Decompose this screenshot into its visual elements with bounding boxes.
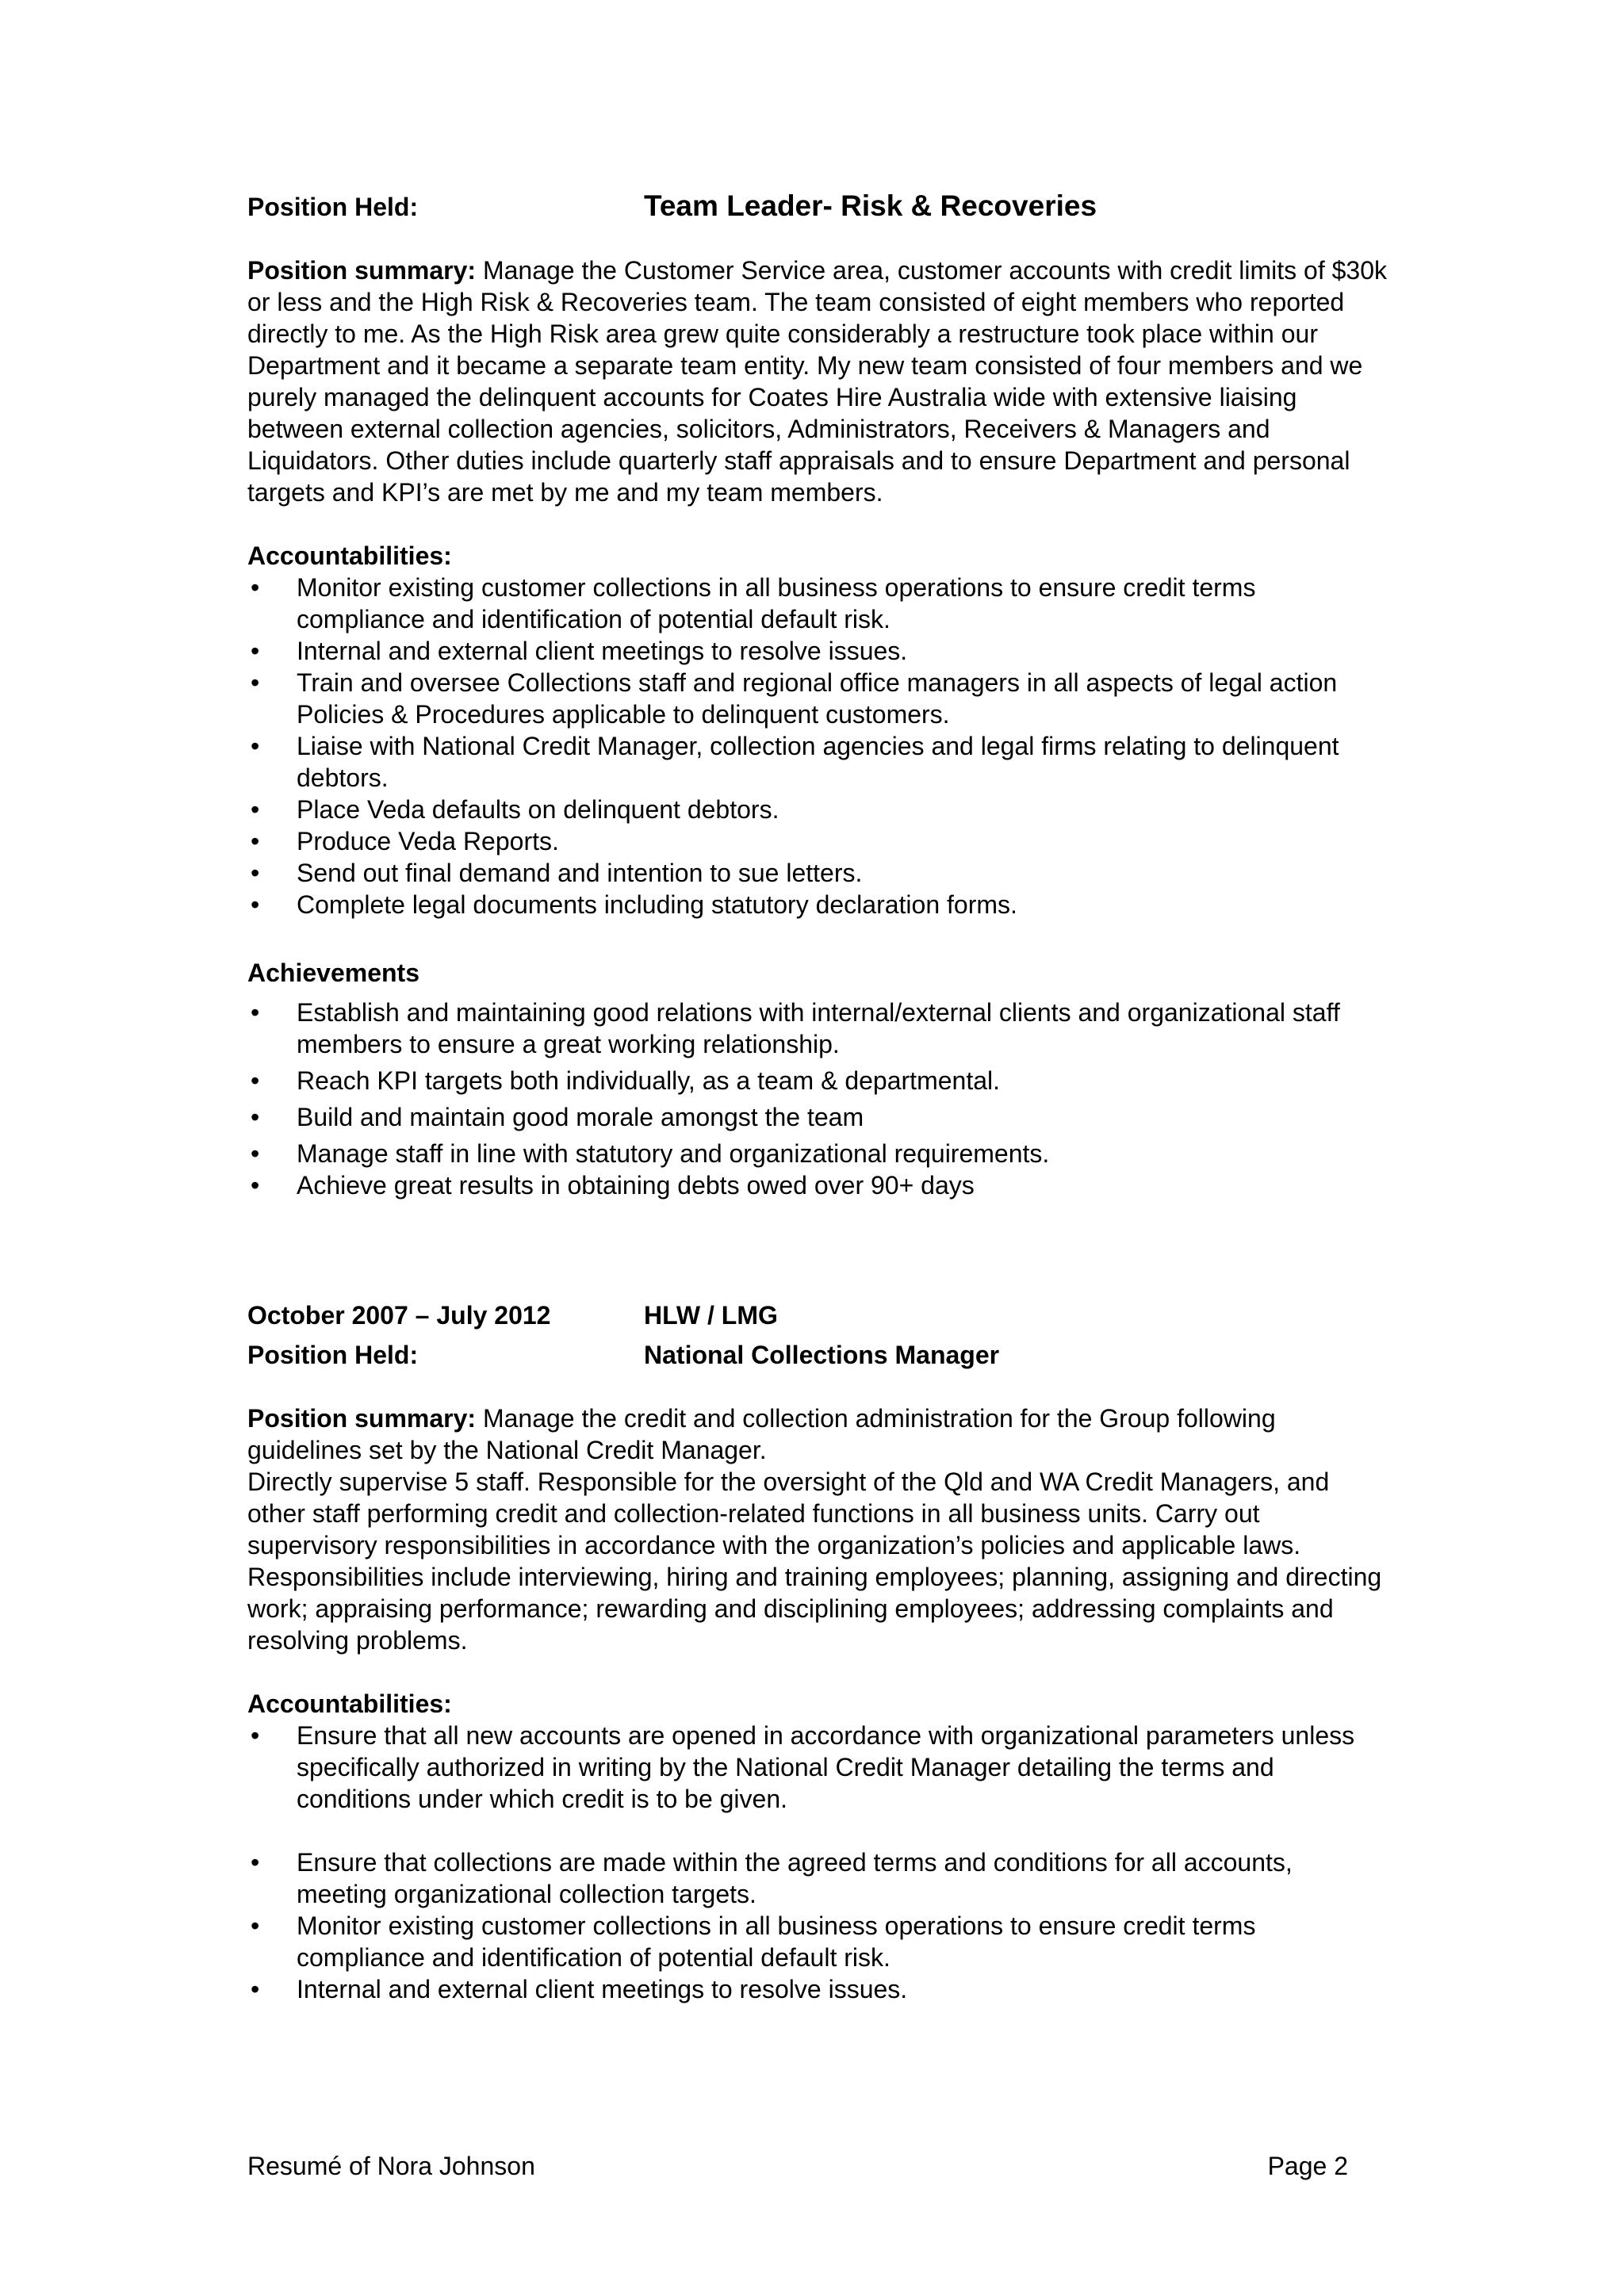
list-item: • Train and oversee Collections staff and regional office managers in all aspects of legal action Policies & Procedures applicable to delinquent customers. [247,667,1389,730]
accountabilities-list [247,1720,1389,2005]
accountabilities-heading: Accountabilities: [247,541,452,570]
list-item: • Place Veda defaults on delinquent debtors. [247,794,1389,825]
position-summary-text: Manage the Customer Service area, customer accounts with credit limits of $30k or less and the High Risk & Recoveries team. The team consisted of eight members who reported directly to me. As the High Risk area grew quite considerably a restructure took place within our Department and it became a separate team entity. My new team consisted of four members and we purely managed the delinquent accounts for Coates Hire Australia wide with extensive liaising between external collection agencies, solicitors, Administrators, Receivers & Managers and Liquidators. Other duties include quarterly staff appraisals and to ensure Department and personal targets and KPI’s are met by me and my team members. [247,256,1387,507]
list-item: • Internal and external client meetings to resolve issues. [247,635,1389,667]
position-summary-label: Position summary: [247,1404,477,1433]
footer-page-number: Page 2 [1267,2152,1348,2180]
position-held-row [247,190,1389,223]
position-summary [247,1402,1389,1466]
position-held-row [247,1339,1389,1371]
list-item: • Internal and external client meetings to resolve issues. [247,1973,1389,2005]
page-footer [247,2150,1348,2182]
list-item: • Monitor existing customer collections in all business operations to ensure credit terms compliance and identification of potential default risk. [247,572,1389,635]
list-item: • Complete legal documents including statutory declaration forms. [247,889,1389,920]
accountabilities-list [247,572,1389,920]
list-item: • Establish and maintaining good relations with internal/external clients and organizational staff members to ensure a great working relationship. [247,997,1389,1060]
list-item: • Send out final demand and intention to sue letters. [247,857,1389,889]
resume-page [247,190,1389,2005]
footer-resume-name: Resumé of Nora Johnson [247,2152,535,2180]
achievements-list [247,997,1389,1201]
list-item: • Produce Veda Reports. [247,825,1389,857]
position-summary [247,254,1389,508]
accountabilities-heading: Accountabilities: [247,1689,452,1718]
company-name: HLW / LMG [644,1301,778,1330]
employment-dates: October 2007 – July 2012 [247,1301,551,1330]
achievements-heading: Achievements [247,959,419,987]
position-held-label: Position Held: [247,1341,419,1369]
list-item: • Manage staff in line with statutory and organizational requirements. [247,1138,1389,1169]
list-item: • Ensure that collections are made within the agreed terms and conditions for all accounts, meeting organizational collection targets. [247,1846,1389,1910]
list-item: • Monitor existing customer collections in all business operations to ensure credit terms compliance and identification of potential default risk. [247,1910,1389,1973]
position-summary-text: Manage the credit and collection administration for the Group following guidelines set by the National Credit Manager. [247,1404,1276,1464]
employment-dates-row [247,1299,1389,1331]
list-item: • Build and maintain good morale amongst the team [247,1101,1389,1133]
list-item: • Achieve great results in obtaining debts owed over 90+ days [247,1169,1389,1201]
list-item: • Ensure that all new accounts are opened in accordance with organizational parameters unless specifically authorized in writing by the National Credit Manager detailing the terms and conditions under which credit is to be given. [247,1720,1389,1815]
position-summary-continued: Directly supervise 5 staff. Responsible for the oversight of the Qld and WA Credit Managers, and other staff performing credit and collection-related functions in all business units. Carry out supervisory responsibilities in accordance with the organization’s policies and applicable laws. Responsibilities include interviewing, hiring and training employees; planning, assigning and directing work; appraising performance; rewarding and disciplining employees; addressing complaints and resolving problems. [247,1468,1382,1655]
position-held-label: Position Held: [247,193,419,221]
list-item: • Reach KPI targets both individually, as a team & departmental. [247,1065,1389,1096]
position-summary-label: Position summary: [247,256,477,285]
list-item: • Liaise with National Credit Manager, collection agencies and legal firms relating to delinquent debtors. [247,730,1389,794]
position-title: National Collections Manager [644,1341,1000,1369]
position-title: Team Leader- Risk & Recoveries [644,189,1097,222]
